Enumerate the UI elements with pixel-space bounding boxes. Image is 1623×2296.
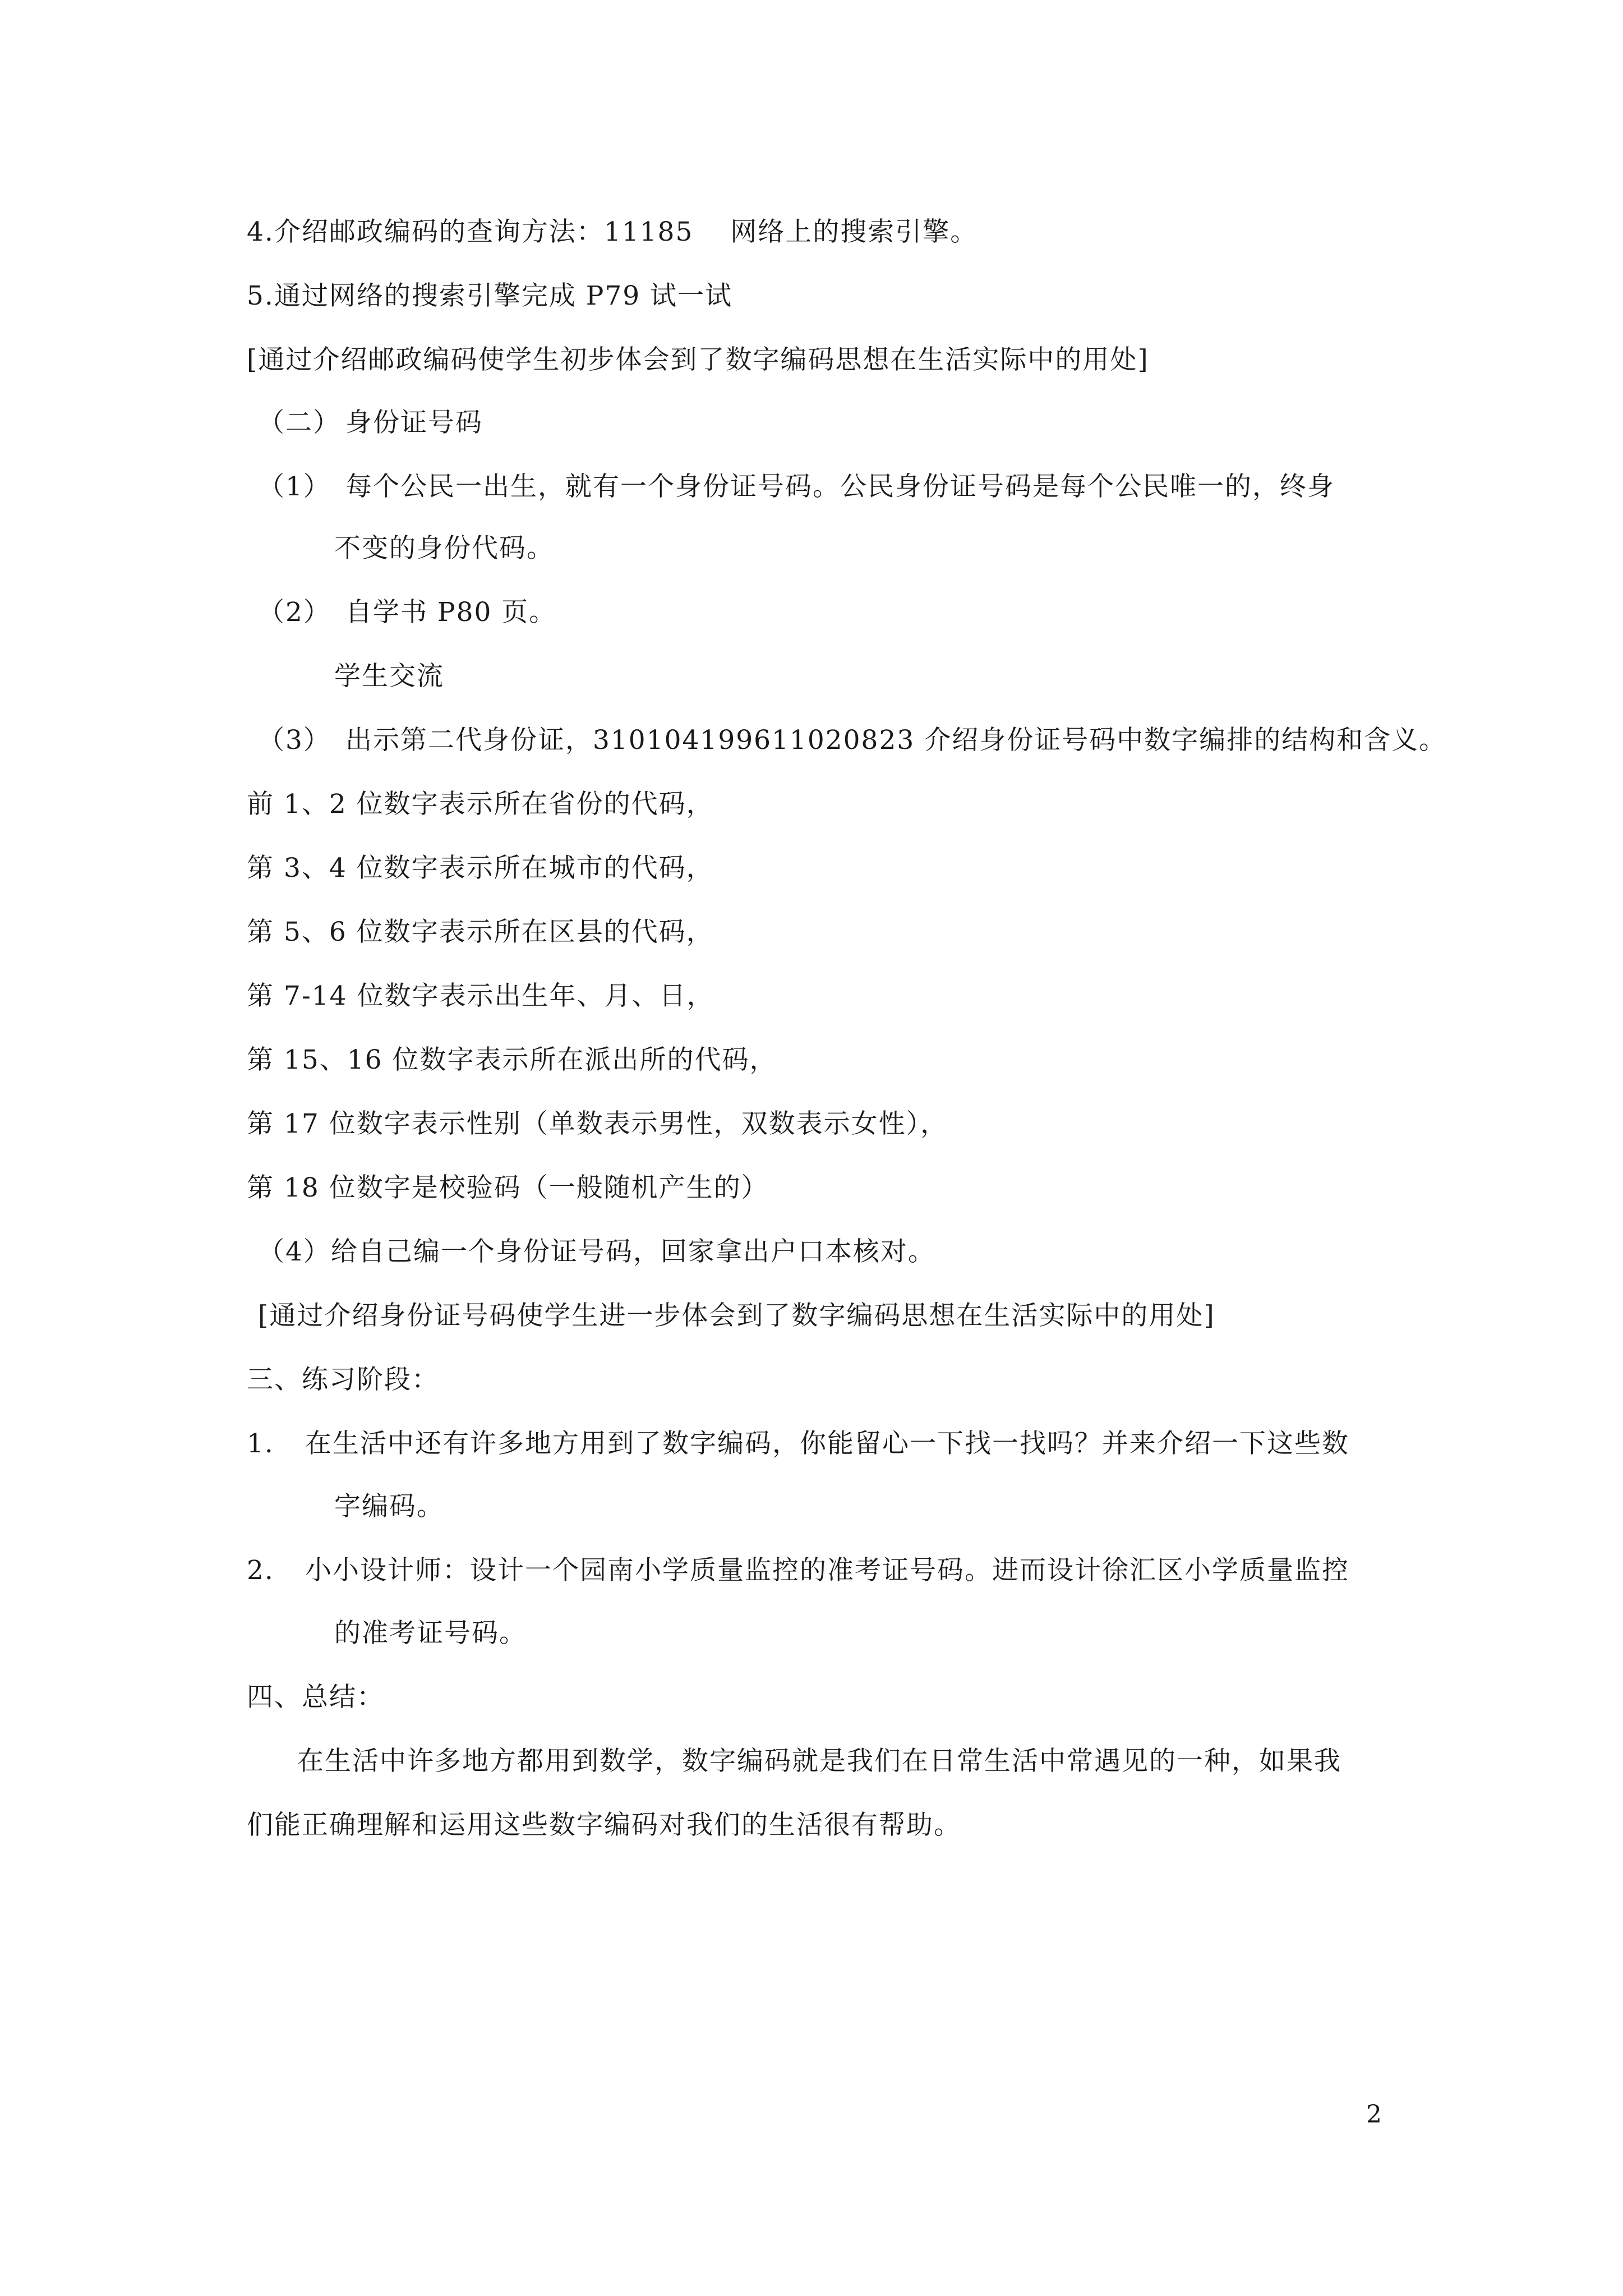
page-number: 2 (1366, 2100, 1382, 2129)
item-label: （2） (258, 597, 331, 628)
search-engine-task-line: 5.通过网络的搜索引擎完成 P79 试一试 (247, 280, 733, 311)
postal-code-note-line: [通过介绍邮政编码使学生初步体会到了数字编码思想在生活实际中的用处] (247, 344, 1149, 375)
practice-heading: 三、练习阶段： (247, 1364, 439, 1395)
item-label: （3） (258, 725, 331, 756)
digit-rule-line: 第 18 位数字是校验码（一般随机产生的） (247, 1172, 769, 1203)
item-1-continuation: 不变的身份代码。 (334, 533, 554, 564)
digit-rule-line: 前 1、2 位数字表示所在省份的代码， (247, 789, 714, 820)
digit-rule-line: 第 5、6 位数字表示所在区县的代码， (247, 917, 714, 947)
item-1-line (258, 470, 1335, 504)
item-text: 出示第二代身份证，310104199611020823 介绍身份证号码中数字编排的结构和含义。 (345, 725, 1447, 756)
practice-item-1 (247, 1427, 1349, 1461)
student-exchange-line: 学生交流 (334, 661, 444, 692)
list-text: 小小设计师：设计一个园南小学质量监控的准考证号码。进而设计徐汇区小学质量监控 (305, 1555, 1349, 1586)
summary-heading: 四、总结： (247, 1682, 384, 1713)
item-2-line (258, 596, 556, 629)
practice-item-1-continuation: 字编码。 (334, 1491, 444, 1522)
item-text: 自学书 P80 页。 (345, 597, 557, 628)
list-text: 在生活中还有许多地方用到了数字编码，你能留心一下找一找吗？并来介绍一下这些数 (305, 1428, 1349, 1459)
section-label: （二） (258, 407, 340, 438)
summary-paragraph-continuation: 们能正确理解和运用这些数字编码对我们的生活很有帮助。 (247, 1810, 961, 1841)
item-4-line: （4）给自己编一个身份证号码，回家拿出户口本核对。 (258, 1236, 935, 1267)
practice-item-2 (247, 1554, 1349, 1588)
postal-code-query-line: 4.介绍邮政编码的查询方法：11185 网络上的搜索引擎。 (247, 217, 978, 247)
section-title: 身份证号码 (345, 407, 483, 438)
digit-rule-line: 第 17 位数字表示性别（单数表示男性，双数表示女性）， (247, 1108, 948, 1139)
item-3-line (258, 724, 1446, 757)
digit-rule-line: 第 15、16 位数字表示所在派出所的代码， (247, 1045, 777, 1075)
digit-rule-line: 第 3、4 位数字表示所在城市的代码， (247, 853, 714, 884)
summary-paragraph: 在生活中许多地方都用到数学，数字编码就是我们在日常生活中常遇见的一种，如果我 (297, 1746, 1341, 1777)
practice-item-2-continuation: 的准考证号码。 (334, 1618, 527, 1649)
digit-rule-line: 第 7-14 位数字表示出生年、月、日， (247, 981, 714, 1011)
id-number-note-line: [通过介绍身份证号码使学生进一步体会到了数字编码思想在生活实际中的用处] (258, 1300, 1215, 1331)
list-number: 1. (247, 1428, 274, 1459)
section-id-number-heading (258, 406, 483, 440)
item-label: （1） (258, 471, 331, 502)
item-text: 每个公民一出生，就有一个身份证号码。公民身份证号码是每个公民唯一的，终身 (345, 471, 1335, 502)
list-number: 2. (247, 1555, 274, 1586)
